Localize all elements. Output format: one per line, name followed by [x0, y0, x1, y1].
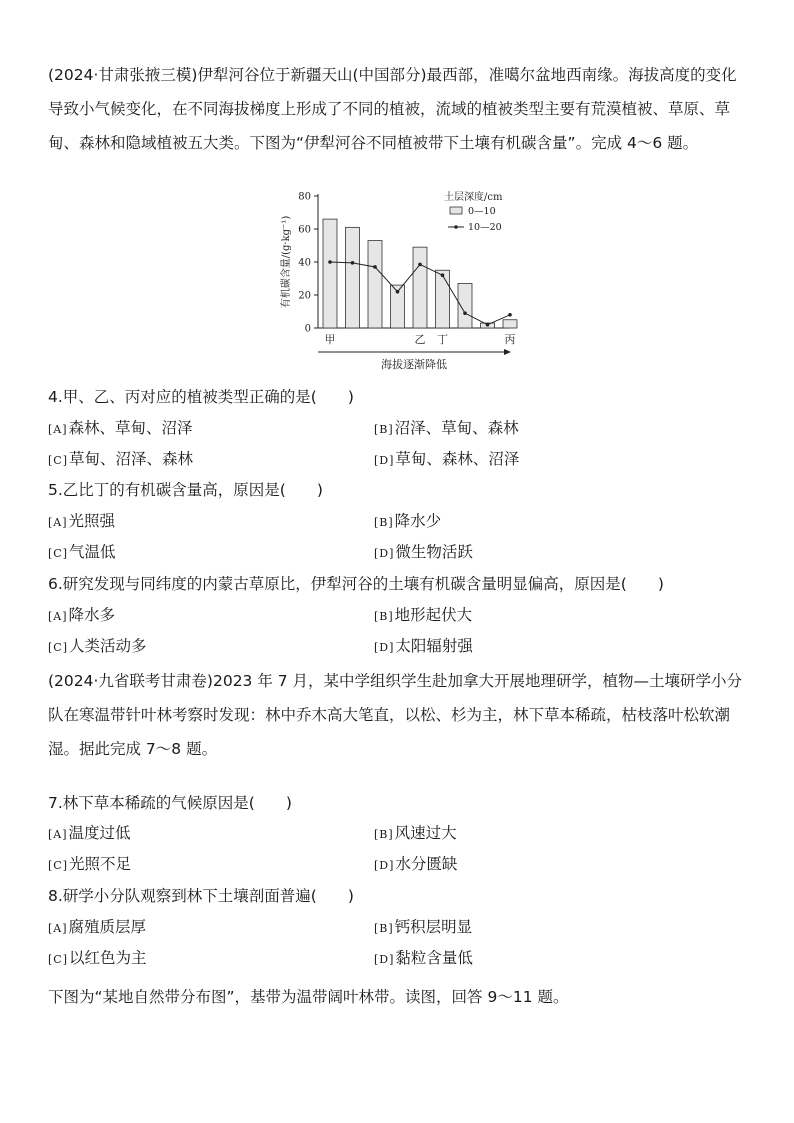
- q4-option-c[interactable]: [C]草甸、沼泽、森林: [48, 450, 194, 468]
- q4-option-a[interactable]: [A]森林、草甸、沼泽: [48, 419, 193, 437]
- y-tick-label: 0: [304, 323, 311, 335]
- q8-option-d[interactable]: [D]黏粒含量低: [374, 949, 473, 967]
- q6-option-d[interactable]: [D]太阳辐射强: [374, 637, 473, 655]
- point-10-20-2: [373, 265, 377, 269]
- q8-option-b[interactable]: [B]钙积层明显: [374, 918, 473, 936]
- q5-option-c[interactable]: [C]气温低: [48, 543, 116, 561]
- q8-option-a[interactable]: [A]腐殖质层厚: [48, 918, 147, 936]
- q6-option-c[interactable]: [C]人类活动多: [48, 637, 147, 655]
- q6-option-b[interactable]: [B]地形起伏大: [374, 606, 473, 624]
- category-label-0: 甲: [324, 333, 336, 346]
- bar-0-10-1: [346, 227, 360, 328]
- bar-0-10-8: [503, 320, 517, 328]
- question-4-stem: 4.甲、乙、丙对应的植被类型正确的是( ): [48, 388, 354, 406]
- y-tick-label: 80: [298, 191, 311, 203]
- point-10-20-0: [328, 260, 332, 264]
- category-label-5: 丁: [437, 333, 448, 346]
- bar-0-10-5: [436, 270, 450, 328]
- legend-bar-swatch: [450, 207, 462, 214]
- point-10-20-7: [486, 323, 490, 327]
- legend-line-label: 10—20: [468, 222, 502, 233]
- category-label-8: 丙: [504, 333, 516, 346]
- question-8-stem: 8.研学小分队观察到林下土壤剖面普遍( ): [48, 887, 354, 905]
- x-axis-label: 海拔逐渐降低: [381, 358, 447, 371]
- point-10-20-4: [418, 263, 422, 267]
- point-10-20-6: [463, 311, 467, 315]
- bar-0-10-0: [323, 219, 337, 328]
- legend-line-marker: [454, 225, 458, 229]
- bar-0-10-4: [413, 247, 427, 328]
- bar-0-10-2: [368, 241, 382, 328]
- q7-option-a[interactable]: [A]温度过低: [48, 824, 131, 842]
- chart-svg: [268, 186, 530, 376]
- q7-option-c[interactable]: [C]光照不足: [48, 855, 132, 873]
- q5-option-b[interactable]: [B]降水少: [374, 512, 442, 530]
- y-axis-label: 有机碳含量/(g·kg⁻¹): [281, 215, 292, 309]
- point-10-20-3: [396, 290, 400, 294]
- q7-option-d[interactable]: [D]水分匮缺: [374, 855, 458, 873]
- q7-option-b[interactable]: [B]风速过大: [374, 824, 457, 842]
- category-label-4: 乙: [414, 333, 426, 346]
- intro-passage-2: (2024·九省联考甘肃卷)2023 年 7 月，某中学组织学生赴加拿大开展地理研学，植物—土壤研学小分队在寒温带针叶林考察时发现：林中乔木高大笔直，以松、杉为主，林下草本稀疏，枯枝落叶松软潮湿。据此完成 7～8 题。: [48, 672, 743, 758]
- q5-option-d[interactable]: [D]微生物活跃: [374, 543, 473, 561]
- soil-carbon-chart: [268, 186, 530, 376]
- intro-passage-3: 下图为“某地自然带分布图”，基带为温带阔叶林带。读图，回答 9～11 题。: [48, 988, 569, 1006]
- y-tick-label: 60: [298, 224, 311, 236]
- q4-option-d[interactable]: [D]草甸、森林、沼泽: [374, 450, 520, 468]
- q4-option-b[interactable]: [B]沼泽、草甸、森林: [374, 419, 519, 437]
- point-10-20-1: [351, 261, 355, 265]
- question-5-stem: 5.乙比丁的有机碳含量高，原因是( ): [48, 481, 323, 499]
- point-10-20-5: [441, 273, 445, 277]
- y-tick-label: 20: [298, 290, 311, 302]
- q8-option-c[interactable]: [C]以红色为主: [48, 949, 147, 967]
- legend-title: 土层深度/cm: [444, 192, 503, 203]
- y-tick-label: 40: [298, 257, 311, 269]
- q5-option-a[interactable]: [A]光照强: [48, 512, 116, 530]
- question-6-stem: 6.研究发现与同纬度的内蒙古草原比，伊犁河谷的土壤有机碳含量明显偏高，原因是( ): [48, 575, 664, 593]
- q6-option-a[interactable]: [A]降水多: [48, 606, 116, 624]
- question-7-stem: 7.林下草本稀疏的气候原因是( ): [48, 794, 292, 812]
- legend-bar-label: 0—10: [468, 206, 496, 217]
- intro-passage-1: (2024·甘肃张掖三模)伊犁河谷位于新疆天山(中国部分)最西部，准噶尔盆地西南缘。海拔高度的变化导致小气候变化，在不同海拔梯度上形成了不同的植被，流域的植被类型主要有荒漠植被、草原、草甸、森林和隐域植被五大类。下图为“伊犁河谷不同植被带下土壤有机碳含量”。完成 4～6 题。: [48, 66, 737, 152]
- point-10-20-8: [508, 313, 512, 317]
- x-direction-arrow-head: [504, 349, 511, 355]
